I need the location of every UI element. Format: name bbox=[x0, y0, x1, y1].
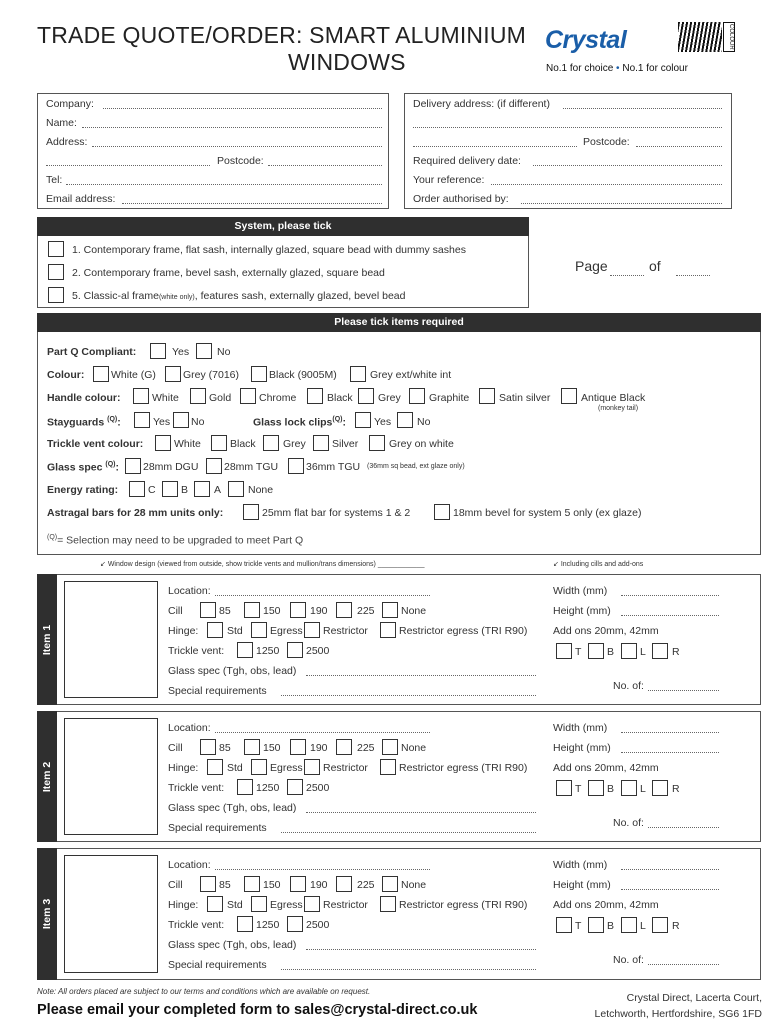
handle-antiqueblack-label: Antique Black bbox=[581, 392, 646, 404]
item-3-hinge-egress-checkbox[interactable] bbox=[251, 896, 267, 912]
item-1-width-label: Width (mm) bbox=[553, 585, 608, 597]
item-3-glass-label: Glass spec (Tgh, obs, lead) bbox=[168, 939, 297, 951]
trickle-greyonwhite-checkbox[interactable] bbox=[369, 435, 385, 451]
item-3-hinge-std-label: Std bbox=[227, 899, 243, 911]
item-3-special-field[interactable] bbox=[281, 969, 536, 970]
item-1-trickle-1250-label: 1250 bbox=[256, 645, 280, 657]
item-1-special-label: Special requirements bbox=[168, 685, 267, 697]
design-note-left-text: Window design (viewed from outside, show trickle vents and mullion/trans dimensions) bbox=[107, 561, 376, 568]
system-5-label bbox=[72, 290, 405, 302]
item-1-special-field[interactable] bbox=[281, 695, 536, 696]
item-3-tab bbox=[37, 848, 57, 980]
item-2-addon-l-checkbox[interactable] bbox=[621, 780, 637, 796]
item-3-cill-label: Cill bbox=[168, 879, 183, 891]
item-3-tab-label: Item 3 bbox=[41, 898, 53, 930]
item-2-trickle-1250-label: 1250 bbox=[256, 782, 280, 794]
delivery-date-label: Required delivery date: bbox=[413, 155, 521, 167]
energy-none-label: None bbox=[248, 484, 274, 496]
astragal-25mm-label: 25mm flat bar for systems 1 & 2 bbox=[262, 507, 411, 519]
glasslock-label bbox=[253, 416, 346, 429]
handle-antiqueblack-checkbox[interactable] bbox=[561, 388, 577, 404]
glass-spec-text: Glass spec bbox=[47, 461, 103, 474]
item-1-glass-field[interactable] bbox=[306, 675, 536, 676]
item-2-hinge-restrictor-label: Restrictor bbox=[323, 762, 368, 774]
company-field[interactable] bbox=[103, 108, 382, 109]
trickle-grey-checkbox[interactable] bbox=[263, 435, 279, 451]
partq-yes-label: Yes bbox=[172, 346, 190, 358]
energy-b-checkbox[interactable] bbox=[162, 481, 178, 497]
glass-28tgu-label: 28mm TGU bbox=[224, 461, 279, 473]
glasslock-no-checkbox[interactable] bbox=[397, 412, 413, 428]
page-number-field[interactable] bbox=[610, 275, 644, 276]
item-1-hinge-egress-label: Egress bbox=[270, 625, 303, 637]
glass-spec-q-mark: (Q) bbox=[105, 461, 116, 468]
item-3-trickle-2500-checkbox[interactable] bbox=[287, 916, 303, 932]
glasslock-q-mark: (Q) bbox=[332, 416, 343, 423]
stayguards-no-label: No bbox=[191, 416, 205, 428]
item-3-cill-225-checkbox[interactable] bbox=[336, 876, 352, 892]
item-1-hinge-label: Hinge: bbox=[168, 625, 199, 637]
address-field[interactable] bbox=[92, 146, 382, 147]
item-3-special-label: Special requirements bbox=[168, 959, 267, 971]
handle-white-checkbox[interactable] bbox=[133, 388, 149, 404]
item-2-addon-r-label: R bbox=[672, 783, 680, 795]
logo-zebra-stripes bbox=[678, 22, 722, 52]
item-3-noof-label: No. of: bbox=[613, 954, 644, 966]
stayguards-colon: : bbox=[117, 416, 121, 429]
glass-36tgu-label: 36mm TGU bbox=[306, 461, 361, 473]
astragal-label: Astragal bars for 28 mm units only: bbox=[47, 507, 224, 519]
item-1-addon-b-label: B bbox=[607, 646, 615, 658]
item-1-location-field[interactable] bbox=[215, 595, 430, 596]
energy-a-checkbox[interactable] bbox=[194, 481, 210, 497]
item-3-cill-none-checkbox[interactable] bbox=[382, 876, 398, 892]
item-2-noof-label: No. of: bbox=[613, 817, 644, 829]
item-3-addon-t-label: T bbox=[575, 920, 582, 932]
item-3-addon-r-label: R bbox=[672, 920, 680, 932]
system-2-label: 2. Contemporary frame, bevel sash, externally glazed, square bead bbox=[72, 267, 385, 279]
item-2-height-label: Height (mm) bbox=[553, 742, 611, 754]
glasslock-no-label: No bbox=[417, 416, 431, 428]
colour-label: Colour: bbox=[47, 369, 85, 381]
item-2-cill-150-checkbox[interactable] bbox=[244, 739, 260, 755]
item-2-cill-label: Cill bbox=[168, 742, 183, 754]
item-3-hinge-restrictor-label: Restrictor bbox=[323, 899, 368, 911]
item-1-hinge-restrictor-checkbox[interactable] bbox=[304, 622, 320, 638]
delivery-address-field-3[interactable] bbox=[413, 146, 577, 147]
page-label: Page bbox=[575, 258, 608, 274]
design-note-right-text: Including cills and add-ons bbox=[560, 561, 644, 568]
address-label: Address: bbox=[46, 136, 88, 148]
trickle-silver-label: Silver bbox=[332, 438, 359, 450]
delivery-address-label: Delivery address: (if different) bbox=[413, 98, 550, 110]
item-2-trickle-2500-label: 2500 bbox=[306, 782, 330, 794]
item-1-cill-150-label: 150 bbox=[263, 605, 281, 617]
item-1-hinge-restrictor-egress-checkbox[interactable] bbox=[380, 622, 396, 638]
item-2-hinge-egress-checkbox[interactable] bbox=[251, 759, 267, 775]
logo-colour-text: COLOUR bbox=[723, 22, 735, 52]
item-3-width-field[interactable] bbox=[621, 869, 719, 870]
item-1-tab-label: Item 1 bbox=[41, 624, 53, 655]
colour-white-checkbox[interactable] bbox=[93, 366, 109, 382]
partq-note bbox=[47, 534, 303, 547]
colour-grey-label: Grey (7016) bbox=[183, 369, 240, 381]
delivery-postcode-label: Postcode: bbox=[583, 136, 630, 148]
handle-graphite-checkbox[interactable] bbox=[409, 388, 425, 404]
item-1-hinge-restrictor-label: Restrictor bbox=[323, 625, 368, 637]
delivery-date-field[interactable] bbox=[533, 165, 722, 166]
item-1-addon-b-checkbox[interactable] bbox=[588, 643, 604, 659]
delivery-details-box bbox=[404, 93, 732, 209]
trickle-silver-checkbox[interactable] bbox=[313, 435, 329, 451]
colour-greyext-label: Grey ext/white int bbox=[370, 369, 452, 381]
customer-details-box bbox=[37, 93, 389, 209]
item-2-addon-l-label: L bbox=[640, 783, 646, 795]
item-3-trickle-label: Trickle vent: bbox=[168, 919, 225, 931]
item-1-location-label: Location: bbox=[168, 585, 211, 597]
item-2-hinge-restrictor-egress-label: Restrictor egress (TRI R90) bbox=[399, 762, 528, 774]
page-total-field[interactable] bbox=[676, 275, 710, 276]
item-1-addon-r-label: R bbox=[672, 646, 680, 658]
item-3-hinge-restrictor-egress-label: Restrictor egress (TRI R90) bbox=[399, 899, 528, 911]
item-1-addon-r-checkbox[interactable] bbox=[652, 643, 668, 659]
item-1-trickle-2500-checkbox[interactable] bbox=[287, 642, 303, 658]
item-3-addon-l-checkbox[interactable] bbox=[621, 917, 637, 933]
item-3-location-field[interactable] bbox=[215, 869, 430, 870]
item-3-addons-label: Add ons 20mm, 42mm bbox=[553, 899, 659, 911]
tagline-dot: • bbox=[616, 63, 620, 74]
item-2-tab-label: Item 2 bbox=[41, 761, 53, 792]
item-1-cill-225-label: 225 bbox=[357, 605, 375, 617]
item-1-cill-190-label: 190 bbox=[310, 605, 328, 617]
glass-36tgu-note: (36mm sq bead, ext glaze only) bbox=[367, 463, 465, 470]
postcode-field[interactable] bbox=[268, 165, 382, 166]
energy-a-label: A bbox=[214, 484, 222, 496]
item-1-trickle-2500-label: 2500 bbox=[306, 645, 330, 657]
trickle-grey-label: Grey bbox=[283, 438, 306, 450]
item-3-cill-85-label: 85 bbox=[219, 879, 231, 891]
handle-black-checkbox[interactable] bbox=[307, 388, 323, 404]
system-1-checkbox[interactable] bbox=[48, 241, 64, 257]
item-1-cill-label: Cill bbox=[168, 605, 183, 617]
item-3-hinge-restrictor-egress-checkbox[interactable] bbox=[380, 896, 396, 912]
stayguards-no-checkbox[interactable] bbox=[173, 412, 189, 428]
address-field-2[interactable] bbox=[46, 165, 210, 166]
item-2-trickle-2500-checkbox[interactable] bbox=[287, 779, 303, 795]
item-3-glass-field[interactable] bbox=[306, 949, 536, 950]
item-3-addon-r-checkbox[interactable] bbox=[652, 917, 668, 933]
form-title bbox=[37, 22, 527, 75]
system-5-text: 5. Classic-al frame bbox=[72, 290, 159, 302]
postcode-label: Postcode: bbox=[217, 155, 264, 167]
items-required-heading: Please tick items required bbox=[37, 313, 761, 332]
item-3-addon-b-checkbox[interactable] bbox=[588, 917, 604, 933]
logo-tagline bbox=[546, 63, 688, 74]
item-2-cill-190-label: 190 bbox=[310, 742, 328, 754]
item-2-addons-label: Add ons 20mm, 42mm bbox=[553, 762, 659, 774]
colour-black-checkbox[interactable] bbox=[251, 366, 267, 382]
item-1-height-field[interactable] bbox=[621, 615, 719, 616]
astragal-18mm-checkbox[interactable] bbox=[434, 504, 450, 520]
item-2-addon-b-checkbox[interactable] bbox=[588, 780, 604, 796]
partq-note-mark: (Q) bbox=[47, 534, 58, 541]
handle-satinsilver-label: Satin silver bbox=[499, 392, 551, 404]
item-2-addon-r-checkbox[interactable] bbox=[652, 780, 668, 796]
item-3-trickle-1250-label: 1250 bbox=[256, 919, 280, 931]
delivery-postcode-field[interactable] bbox=[636, 146, 722, 147]
item-3-hinge-egress-label: Egress bbox=[270, 899, 303, 911]
system-1-label: 1. Contemporary frame, flat sash, internally glazed, square bead with dummy sashes bbox=[72, 244, 466, 256]
item-3-cill-190-label: 190 bbox=[310, 879, 328, 891]
item-1-cill-none-label: None bbox=[401, 605, 427, 617]
item-2-tab bbox=[37, 711, 57, 842]
of-label: of bbox=[649, 258, 661, 274]
item-2-design-area[interactable] bbox=[64, 718, 158, 835]
item-2-hinge-restrictor-checkbox[interactable] bbox=[304, 759, 320, 775]
item-2-addon-b-label: B bbox=[607, 783, 615, 795]
colour-greyext-checkbox[interactable] bbox=[350, 366, 366, 382]
item-2-width-field[interactable] bbox=[621, 732, 719, 733]
item-3-trickle-2500-label: 2500 bbox=[306, 919, 330, 931]
item-3-noof-field[interactable] bbox=[648, 964, 719, 965]
item-1-hinge-egress-checkbox[interactable] bbox=[251, 622, 267, 638]
handle-chrome-checkbox[interactable] bbox=[240, 388, 256, 404]
handle-gold-checkbox[interactable] bbox=[190, 388, 206, 404]
authorised-label: Order authorised by: bbox=[413, 193, 509, 205]
handle-monkeytail-note: (monkey tail) bbox=[598, 405, 639, 412]
item-2-noof-field[interactable] bbox=[648, 827, 719, 828]
system-5-rest: , features sash, externally glazed, bevel bead bbox=[194, 290, 406, 302]
trickle-white-checkbox[interactable] bbox=[155, 435, 171, 451]
handle-grey-checkbox[interactable] bbox=[358, 388, 374, 404]
item-2-glass-label: Glass spec (Tgh, obs, lead) bbox=[168, 802, 297, 814]
item-3-cill-150-label: 150 bbox=[263, 879, 281, 891]
item-3-addon-b-label: B bbox=[607, 920, 615, 932]
trickle-greyonwhite-label: Grey on white bbox=[389, 438, 454, 450]
partq-no-checkbox[interactable] bbox=[196, 343, 212, 359]
reference-field[interactable] bbox=[491, 184, 722, 185]
email-instruction: Please email your completed form to sales@crystal-direct.co.uk bbox=[37, 1002, 478, 1018]
trickle-white-label: White bbox=[174, 438, 201, 450]
handle-label: Handle colour: bbox=[47, 392, 121, 404]
stayguards-q-mark: (Q) bbox=[107, 416, 118, 423]
item-1-cill-85-label: 85 bbox=[219, 605, 231, 617]
form-title-line2: WINDOWS bbox=[288, 49, 406, 75]
item-2-cill-225-label: 225 bbox=[357, 742, 375, 754]
reference-label: Your reference: bbox=[413, 174, 485, 186]
company-label: Company: bbox=[46, 98, 94, 110]
trickle-black-label: Black bbox=[230, 438, 256, 450]
item-1-width-field[interactable] bbox=[621, 595, 719, 596]
item-3-height-label: Height (mm) bbox=[553, 879, 611, 891]
item-1-cill-85-checkbox[interactable] bbox=[200, 602, 216, 618]
delivery-address-field-2[interactable] bbox=[413, 127, 722, 128]
crystal-logo bbox=[545, 22, 735, 80]
item-3-addon-t-checkbox[interactable] bbox=[556, 917, 572, 933]
item-1-tab bbox=[37, 574, 57, 705]
item-2-width-label: Width (mm) bbox=[553, 722, 608, 734]
astragal-18mm-label: 18mm bevel for system 5 only (ex glaze) bbox=[453, 507, 642, 519]
item-2-hinge-std-checkbox[interactable] bbox=[207, 759, 223, 775]
item-3-hinge-std-checkbox[interactable] bbox=[207, 896, 223, 912]
item-1-addon-l-label: L bbox=[640, 646, 646, 658]
item-1-cill-none-checkbox[interactable] bbox=[382, 602, 398, 618]
name-label: Name: bbox=[46, 117, 77, 129]
glass-36tgu-checkbox[interactable] bbox=[288, 458, 304, 474]
tagline-choice: No.1 for choice bbox=[546, 63, 614, 74]
item-2-trickle-label: Trickle vent: bbox=[168, 782, 225, 794]
item-1-trickle-label: Trickle vent: bbox=[168, 645, 225, 657]
item-1-glass-label: Glass spec (Tgh, obs, lead) bbox=[168, 665, 297, 677]
item-2-special-label: Special requirements bbox=[168, 822, 267, 834]
energy-c-checkbox[interactable] bbox=[129, 481, 145, 497]
handle-graphite-label: Graphite bbox=[429, 392, 470, 404]
item-1-noof-field[interactable] bbox=[648, 690, 719, 691]
handle-satinsilver-checkbox[interactable] bbox=[479, 388, 495, 404]
item-2-cill-85-checkbox[interactable] bbox=[200, 739, 216, 755]
energy-label: Energy rating: bbox=[47, 484, 119, 496]
item-1-cill-150-checkbox[interactable] bbox=[244, 602, 260, 618]
item-2-location-field[interactable] bbox=[215, 732, 430, 733]
energy-b-label: B bbox=[181, 484, 189, 496]
item-1-design-area[interactable] bbox=[64, 581, 158, 698]
design-note-left: ↙ Window design (viewed from outside, show trickle vents and mullion/trans dimensions) ____________ bbox=[100, 561, 425, 568]
item-1-hinge-std-label: Std bbox=[227, 625, 243, 637]
item-2-glass-field[interactable] bbox=[306, 812, 536, 813]
name-field[interactable] bbox=[82, 127, 382, 128]
item-2-hinge-restrictor-egress-checkbox[interactable] bbox=[380, 759, 396, 775]
item-2-height-field[interactable] bbox=[621, 752, 719, 753]
tel-label: Tel: bbox=[46, 174, 63, 186]
glass-spec-colon: : bbox=[115, 461, 119, 474]
item-2-hinge-std-label: Std bbox=[227, 762, 243, 774]
system-heading: System, please tick bbox=[37, 217, 529, 236]
item-3-cill-none-label: None bbox=[401, 879, 427, 891]
tel-field[interactable] bbox=[66, 184, 382, 185]
system-5-note: (white only) bbox=[158, 294, 195, 301]
item-3-hinge-label: Hinge: bbox=[168, 899, 199, 911]
address-line-1: Crystal Direct, Lacerta Court, bbox=[626, 992, 762, 1004]
glasslock-colon: : bbox=[342, 416, 346, 429]
partq-yes-checkbox[interactable] bbox=[150, 343, 166, 359]
trickle-black-checkbox[interactable] bbox=[211, 435, 227, 451]
handle-chrome-label: Chrome bbox=[259, 392, 297, 404]
glass-spec-label bbox=[47, 461, 119, 474]
item-3-hinge-restrictor-checkbox[interactable] bbox=[304, 896, 320, 912]
company-address bbox=[595, 990, 762, 1022]
handle-black-label: Black bbox=[327, 392, 353, 404]
handle-grey-label: Grey bbox=[378, 392, 401, 404]
item-1-addon-l-checkbox[interactable] bbox=[621, 643, 637, 659]
glasslock-yes-label: Yes bbox=[374, 416, 392, 428]
item-1-hinge-std-checkbox[interactable] bbox=[207, 622, 223, 638]
astragal-25mm-checkbox[interactable] bbox=[243, 504, 259, 520]
item-2-cill-85-label: 85 bbox=[219, 742, 231, 754]
address-line-2: Letchworth, Hertfordshire, SG6 1FD bbox=[594, 1008, 762, 1020]
form-title-line1: TRADE QUOTE/ORDER: SMART ALUMINIUM bbox=[37, 22, 527, 48]
colour-grey-checkbox[interactable] bbox=[165, 366, 181, 382]
stayguards-yes-checkbox[interactable] bbox=[134, 412, 150, 428]
partq-no-label: No bbox=[217, 346, 231, 358]
item-2-cill-none-label: None bbox=[401, 742, 427, 754]
item-1-addon-t-checkbox[interactable] bbox=[556, 643, 572, 659]
energy-none-checkbox[interactable] bbox=[228, 481, 244, 497]
item-1-trickle-1250-checkbox[interactable] bbox=[237, 642, 253, 658]
item-2-cill-225-checkbox[interactable] bbox=[336, 739, 352, 755]
item-3-location-label: Location: bbox=[168, 859, 211, 871]
colour-black-label: Black (9005M) bbox=[269, 369, 337, 381]
delivery-address-field[interactable] bbox=[563, 108, 722, 109]
item-3-cill-150-checkbox[interactable] bbox=[244, 876, 260, 892]
item-1-noof-label: No. of: bbox=[613, 680, 644, 692]
item-2-hinge-egress-label: Egress bbox=[270, 762, 303, 774]
item-1-hinge-restrictor-egress-label: Restrictor egress (TRI R90) bbox=[399, 625, 528, 637]
item-1-height-label: Height (mm) bbox=[553, 605, 611, 617]
item-3-cill-85-checkbox[interactable] bbox=[200, 876, 216, 892]
item-3-cill-190-checkbox[interactable] bbox=[290, 876, 306, 892]
trickle-colour-label: Trickle vent colour: bbox=[47, 438, 144, 450]
partq-label: Part Q Compliant: bbox=[47, 346, 137, 358]
email-field[interactable] bbox=[122, 203, 382, 204]
glasslock-yes-checkbox[interactable] bbox=[355, 412, 371, 428]
glass-28tgu-checkbox[interactable] bbox=[206, 458, 222, 474]
handle-white-label: White bbox=[152, 392, 179, 404]
item-3-cill-225-label: 225 bbox=[357, 879, 375, 891]
item-2-trickle-1250-checkbox[interactable] bbox=[237, 779, 253, 795]
item-3-height-field[interactable] bbox=[621, 889, 719, 890]
terms-note: Note: All orders placed are subject to our terms and conditions which are available on request. bbox=[37, 987, 371, 996]
item-1-cill-225-checkbox[interactable] bbox=[336, 602, 352, 618]
item-2-special-field[interactable] bbox=[281, 832, 536, 833]
item-2-hinge-label: Hinge: bbox=[168, 762, 199, 774]
item-2-addon-t-label: T bbox=[575, 783, 582, 795]
item-2-cill-150-label: 150 bbox=[263, 742, 281, 754]
colour-white-label: White (G) bbox=[111, 369, 156, 381]
glass-28dgu-checkbox[interactable] bbox=[125, 458, 141, 474]
item-3-width-label: Width (mm) bbox=[553, 859, 608, 871]
glass-28dgu-label: 28mm DGU bbox=[143, 461, 199, 473]
authorised-field[interactable] bbox=[521, 203, 722, 204]
glasslock-text: Glass lock clips bbox=[253, 416, 333, 429]
system-2-checkbox[interactable] bbox=[48, 264, 64, 280]
partq-note-text: = Selection may need to be upgraded to meet Part Q bbox=[57, 534, 304, 547]
handle-gold-label: Gold bbox=[209, 392, 232, 404]
stayguards-label bbox=[47, 416, 121, 429]
email-label: Email address: bbox=[46, 193, 116, 205]
energy-c-label: C bbox=[148, 484, 156, 496]
item-2-cill-190-checkbox[interactable] bbox=[290, 739, 306, 755]
system-5-checkbox[interactable] bbox=[48, 287, 64, 303]
design-note-right: ↙ Including cills and add-ons bbox=[553, 561, 644, 568]
item-2-location-label: Location: bbox=[168, 722, 211, 734]
item-3-addon-l-label: L bbox=[640, 920, 646, 932]
item-1-addons-label: Add ons 20mm, 42mm bbox=[553, 625, 659, 637]
stayguards-text: Stayguards bbox=[47, 416, 105, 429]
item-3-design-area[interactable] bbox=[64, 855, 158, 973]
item-3-trickle-1250-checkbox[interactable] bbox=[237, 916, 253, 932]
item-1-cill-190-checkbox[interactable] bbox=[290, 602, 306, 618]
tagline-colour: No.1 for colour bbox=[622, 63, 688, 74]
item-1-addon-t-label: T bbox=[575, 646, 582, 658]
stayguards-yes-label: Yes bbox=[153, 416, 171, 428]
item-2-cill-none-checkbox[interactable] bbox=[382, 739, 398, 755]
item-2-addon-t-checkbox[interactable] bbox=[556, 780, 572, 796]
logo-wordmark: Crystal bbox=[545, 26, 627, 54]
